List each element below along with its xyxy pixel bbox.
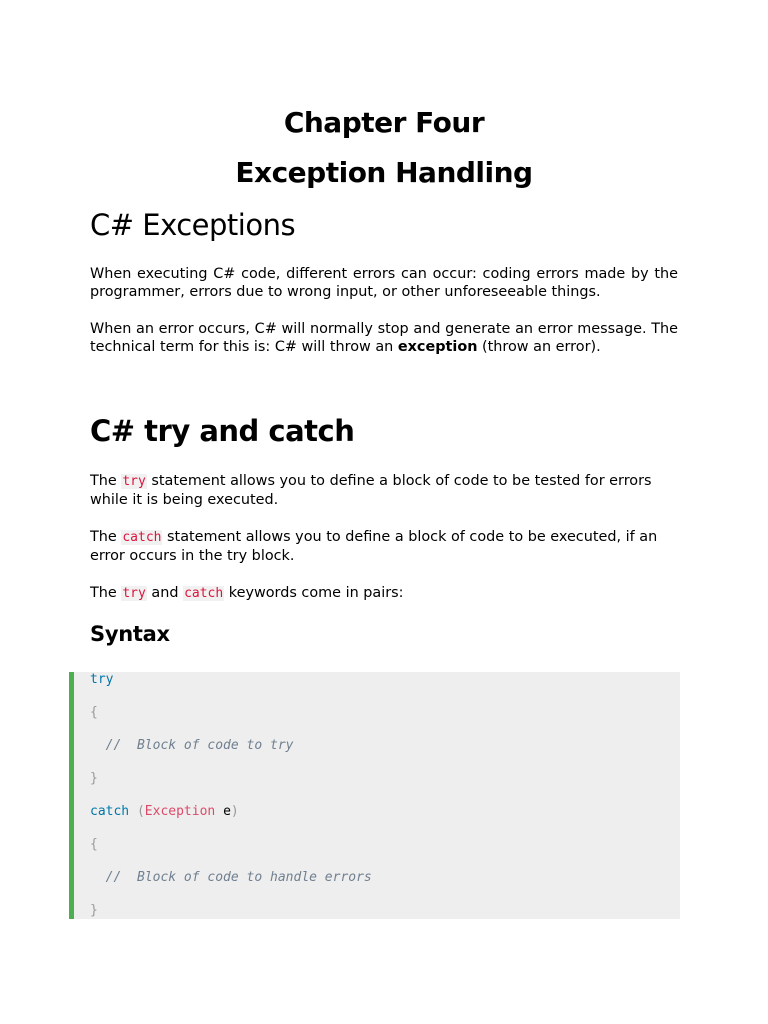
paragraph-text: and: [146, 585, 184, 601]
paragraph-text: When an error occurs, C# will normally stop and generate an error message. The technical term for this is: C# will throw an: [90, 321, 678, 355]
paragraph-text: The: [90, 473, 122, 489]
paragraph-throw-exception: [90, 320, 678, 356]
code-open-brace: {: [90, 705, 98, 720]
chapter-title: Exception Handling: [235, 156, 533, 189]
code-accent-bar: [69, 672, 74, 919]
code-keyword-catch: catch: [90, 804, 130, 819]
inline-keyword-try: try: [122, 474, 146, 489]
code-example-block: [69, 672, 680, 919]
code-line-catch: [90, 804, 239, 819]
code-line-comment-try: [90, 738, 294, 753]
paragraph-text: The: [90, 585, 122, 601]
paragraph-text: The: [90, 529, 122, 545]
section-heading-try-catch: C# try and catch: [90, 414, 355, 448]
code-comment-handle: // Block of code to handle errors: [105, 870, 372, 885]
paragraph-keyword-pairs: [90, 584, 678, 603]
section-heading-exceptions: C# Exceptions: [90, 208, 296, 242]
inline-keyword-catch: catch: [184, 586, 224, 601]
paragraph-catch-statement: [90, 528, 678, 565]
code-paren-close: ): [230, 804, 239, 819]
paragraph-text: statement allows you to define a block of code to be tested for errors while it is being executed.: [90, 473, 652, 508]
code-comment-try: // Block of code to try: [105, 738, 294, 753]
chapter-number-title: Chapter Four: [283, 106, 485, 139]
code-paren-open: (: [136, 804, 145, 819]
code-exception-type: Exception: [144, 804, 216, 819]
paragraph-try-statement: [90, 472, 678, 509]
code-keyword-try: try: [90, 672, 114, 687]
code-line-open-brace-2: [90, 837, 98, 852]
paragraph-text: (throw an error).: [477, 339, 601, 355]
code-variable-e: e: [223, 804, 231, 819]
code-open-brace: {: [90, 837, 98, 852]
code-close-brace: }: [90, 771, 98, 786]
code-line-close-brace: [90, 771, 98, 786]
paragraph-text: statement allows you to define a block of code to be executed, if an error occurs in the try block.: [90, 529, 658, 564]
inline-keyword-try: try: [122, 586, 146, 601]
code-line-try: [90, 672, 113, 687]
code-line-comment-handle: [90, 870, 372, 885]
paragraph-text: keywords come in pairs:: [224, 585, 404, 601]
inline-keyword-catch: catch: [122, 530, 162, 545]
paragraph-errors-intro: When executing C# code, different errors can occur: coding errors made by the programmer, errors due to wrong input, or other unforeseeable things.: [90, 266, 678, 300]
code-close-brace: }: [90, 903, 98, 918]
syntax-heading: Syntax: [90, 622, 170, 646]
exception-term: exception: [397, 339, 478, 355]
code-line-open-brace: [90, 705, 98, 720]
code-line-close-brace-2: [90, 903, 98, 918]
